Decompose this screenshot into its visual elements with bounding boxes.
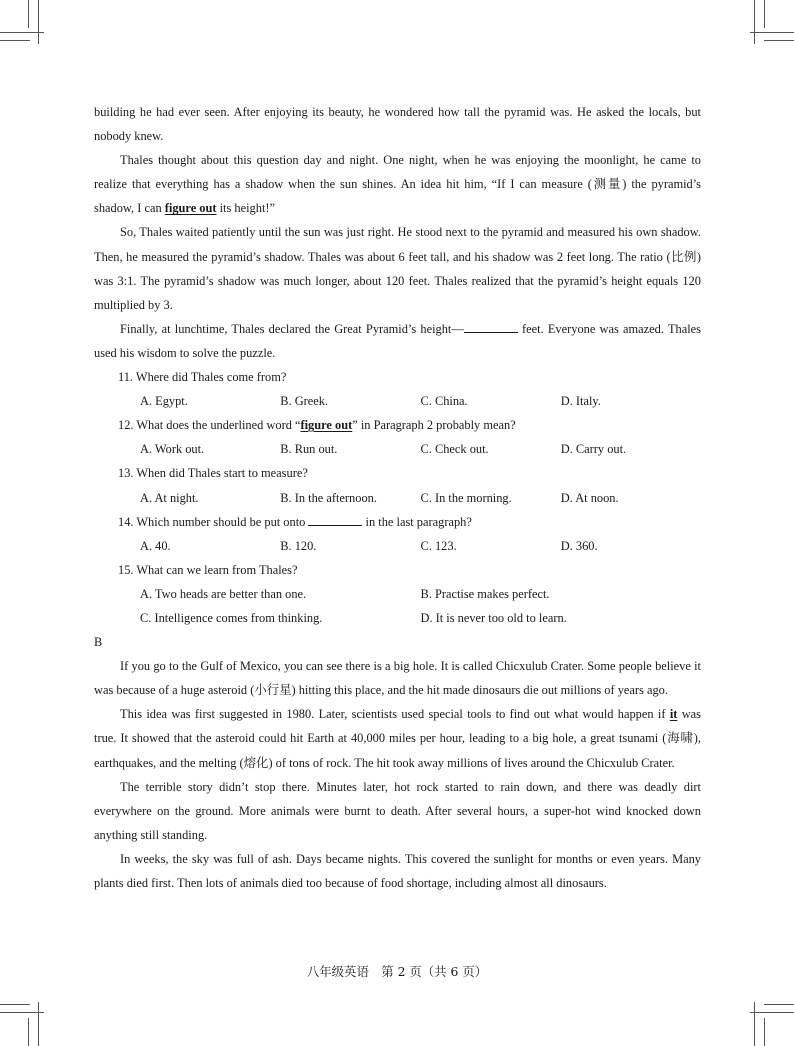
passage-a-p2-end: its height!”	[216, 201, 276, 216]
option-d: D. Carry out.	[560, 442, 627, 457]
question-11-options	[94, 389, 701, 413]
passage-a-paragraph-2	[94, 148, 701, 220]
crop-mark-bottom-left-v	[38, 1002, 39, 1046]
question-14-stem	[94, 510, 701, 534]
question-15-options-row-1	[94, 582, 701, 606]
question-11-stem: 11. Where did Thales come from?	[118, 370, 287, 385]
passage-b-paragraph-4: In weeks, the sky was full of ash. Days became nights. This covered the sunlight for months or even years. Many plants died first. Then lots of animals died too because of food shortage, including almost all dinosaurs.	[94, 851, 701, 890]
crop-mark-top-left-h2	[0, 40, 30, 41]
question-14-stem-start: 14. Which number should be put onto	[118, 514, 309, 529]
passage-a-p2-text: Thales thought about this question day and night. One night, when he was enjoying the moonlight, he came to realize that everything has a shadow when the sun shines. An idea hit him, “If I can measure (测量) the pyramid’s shadow, I can	[94, 153, 701, 216]
option-d: D. It is never too old to learn.	[420, 610, 567, 625]
option-a: A. At night.	[140, 490, 199, 505]
crop-mark-top-left-v2	[28, 0, 29, 28]
option-c: C. China.	[420, 394, 468, 409]
crop-mark-bottom-left-h2	[0, 1004, 30, 1005]
option-d: D. Italy.	[560, 394, 601, 409]
passage-b-p2-end: was true. It showed that the asteroid could hit Earth at 40,000 miles per hour, leading to a big hole, a great tsunami (海啸), earthquakes, and the melting (熔化) of tons of rock. The hit took away millions of lives around the Chicxulub Crater.	[94, 707, 701, 770]
crop-mark-bottom-right-v2	[764, 1018, 765, 1046]
passage-b-paragraph-1: If you go to the Gulf of Mexico, you can see there is a big hole. It is called Chicxulub Crater. Some people believe it was because of a huge asteroid (小行星) hitting this place, and the hit made dinosaurs die out millions of years ago.	[94, 659, 701, 698]
option-a: A. Egypt.	[140, 394, 188, 409]
question-14-options	[94, 534, 701, 558]
option-b: B. In the afternoon.	[280, 490, 377, 505]
crop-mark-bottom-right-h2	[764, 1004, 794, 1005]
answer-blank	[464, 320, 518, 333]
option-a: A. 40.	[140, 538, 171, 553]
option-b: B. Run out.	[280, 442, 338, 457]
passage-a-paragraph-4	[94, 317, 701, 365]
crop-mark-top-right-h	[750, 32, 794, 33]
passage-b-paragraph-2	[94, 702, 701, 774]
option-b: B. Practise makes perfect.	[420, 586, 550, 601]
exam-page-content	[94, 100, 701, 895]
option-d: D. At noon.	[560, 490, 619, 505]
section-b-heading: B	[94, 635, 103, 650]
crop-mark-top-right-v2	[764, 0, 765, 28]
option-b: B. Greek.	[280, 394, 329, 409]
option-a: A. Work out.	[140, 442, 205, 457]
question-13-stem: 13. When did Thales start to measure?	[118, 466, 308, 481]
underlined-word-it: it	[669, 707, 678, 722]
passage-b-paragraph-3: The terrible story didn’t stop there. Minutes later, hot rock started to rain down, and there was deadly dirt everywhere on the ground. More animals were burnt to death. After several hours, a super-hot wind knocked down anything still standing.	[94, 779, 701, 842]
question-15-options-row-2	[94, 606, 701, 630]
question-13-options	[94, 486, 701, 510]
crop-mark-bottom-right-v	[754, 1002, 755, 1046]
question-12-stem	[94, 413, 701, 437]
passage-a-paragraph-1: building he had ever seen. After enjoying its beauty, he wondered how tall the pyramid was. He asked the locals, but nobody knew.	[94, 105, 701, 144]
question-12-options	[94, 437, 701, 461]
passage-b-p2-text: This idea was first suggested in 1980. Later, scientists used special tools to find out what would happen if	[120, 707, 670, 722]
underlined-phrase-figure-out: figure out	[164, 201, 217, 216]
option-d: D. 360.	[560, 538, 598, 553]
crop-mark-bottom-left-h	[0, 1012, 44, 1013]
option-a: A. Two heads are better than one.	[140, 586, 307, 601]
option-c: C. 123.	[420, 538, 457, 553]
crop-mark-bottom-left-v2	[28, 1018, 29, 1046]
option-b: B. 120.	[280, 538, 317, 553]
passage-a-paragraph-3: So, Thales waited patiently until the sun was just right. He stood next to the pyramid and measured his own shadow. Then, he measured the pyramid’s shadow. Thales was about 6 feet tall, and his shadow was 2 feet long. The ratio (比例) was 3:1. The pyramid’s shadow was much longer, about 120 feet. Thales realized that the pyramid’s height equals 120 multiplied by 3.	[94, 225, 701, 312]
crop-mark-bottom-right-h	[750, 1012, 794, 1013]
crop-mark-top-right-h2	[764, 40, 794, 41]
page-footer: 八年级英语 第 2 页（共 6 页）	[306, 964, 488, 979]
question-15-stem: 15. What can we learn from Thales?	[118, 562, 298, 577]
option-c: C. Intelligence comes from thinking.	[140, 610, 323, 625]
question-12-stem-end: ” in Paragraph 2 probably mean?	[352, 418, 516, 433]
passage-a-p4-end: feet. Everyone was amazed. Thales used his wisdom to solve the puzzle.	[94, 321, 701, 360]
question-12-underlined-phrase: figure out	[300, 418, 353, 433]
crop-mark-top-left-h	[0, 32, 44, 33]
option-c: C. In the morning.	[420, 490, 512, 505]
question-12-stem-start: 12. What does the underlined word “	[118, 418, 301, 433]
answer-blank	[308, 513, 362, 526]
option-c: C. Check out.	[420, 442, 489, 457]
crop-mark-top-right-v	[754, 0, 755, 44]
passage-a-p4-text: Finally, at lunchtime, Thales declared the Great Pyramid’s height—	[120, 321, 464, 336]
crop-mark-top-left-v	[38, 0, 39, 44]
question-14-stem-end: in the last paragraph?	[362, 514, 472, 529]
